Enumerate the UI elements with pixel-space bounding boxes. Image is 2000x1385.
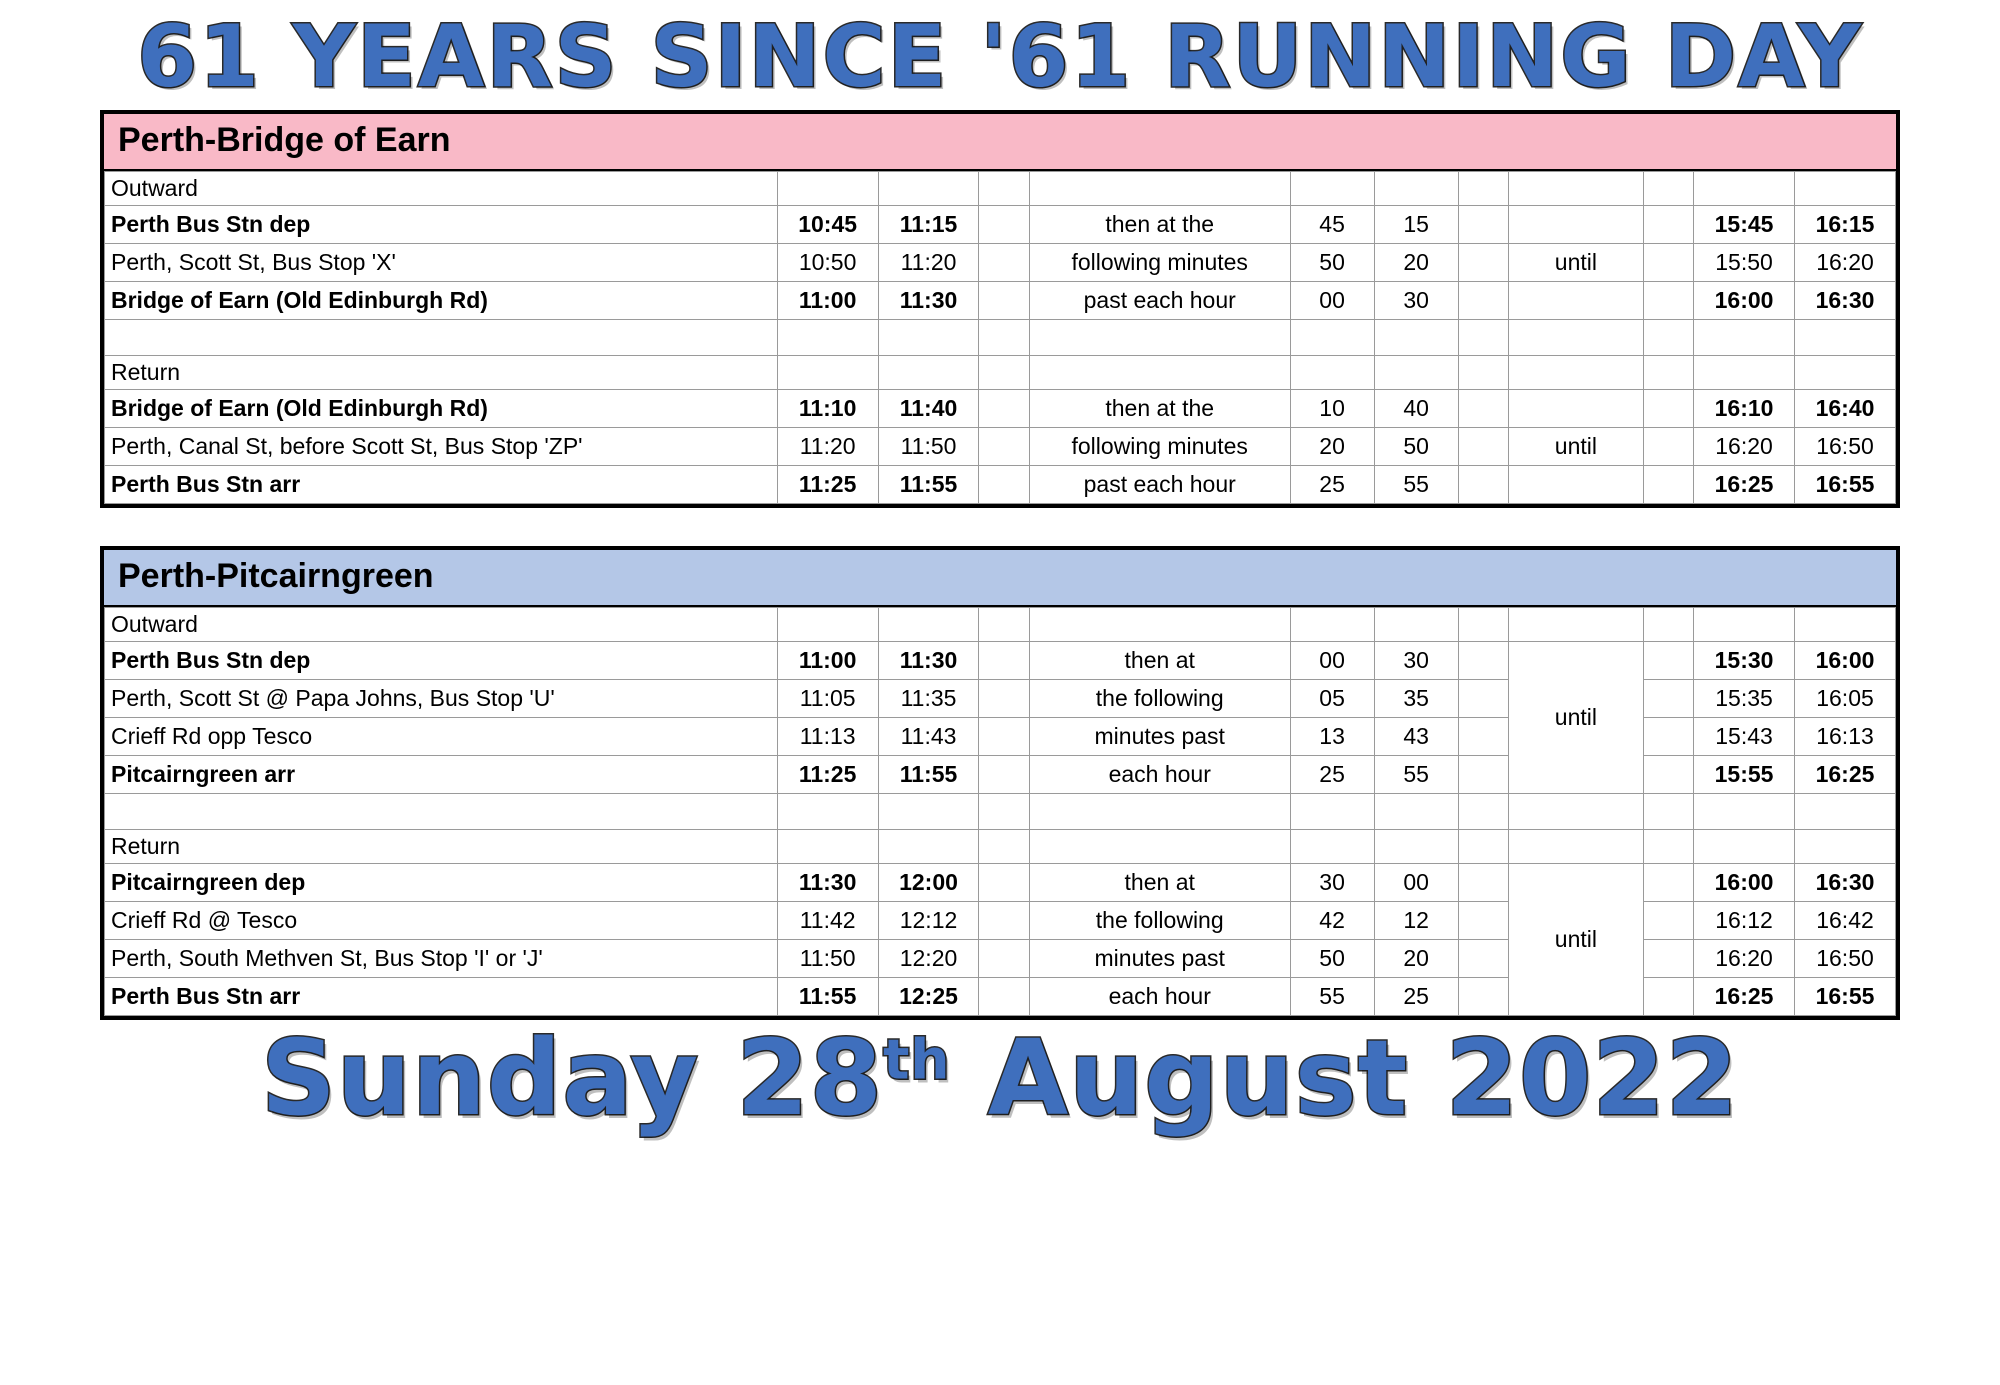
minutes-past: 10 <box>1290 390 1374 428</box>
until-label: until <box>1509 642 1644 794</box>
cell-blank <box>1643 680 1693 718</box>
cell-blank <box>1643 206 1693 244</box>
frequency-note: following minutes <box>1029 244 1290 282</box>
cell-blank <box>979 172 1029 206</box>
cell-blank <box>979 794 1029 830</box>
frequency-note: past each hour <box>1029 282 1290 320</box>
minutes-past: 00 <box>1290 642 1374 680</box>
cell-blank <box>1029 608 1290 642</box>
departure-time: 16:15 <box>1795 206 1896 244</box>
departure-time: 16:25 <box>1694 466 1795 504</box>
direction-label: Outward <box>105 608 778 642</box>
frequency-note: then at <box>1029 642 1290 680</box>
cell-blank <box>1374 830 1458 864</box>
departure-time: 12:25 <box>878 978 979 1016</box>
cell-blank <box>1795 320 1896 356</box>
departure-time: 11:30 <box>878 642 979 680</box>
cell-blank <box>1029 830 1290 864</box>
departure-time: 16:05 <box>1795 680 1896 718</box>
cell-blank <box>1458 830 1508 864</box>
cell-blank <box>1694 356 1795 390</box>
cell-blank <box>878 172 979 206</box>
departure-time: 10:50 <box>777 244 878 282</box>
frequency-note: past each hour <box>1029 466 1290 504</box>
cell-blank <box>1509 794 1644 830</box>
departure-time: 16:55 <box>1795 978 1896 1016</box>
table-row <box>105 428 1896 466</box>
minutes-past: 50 <box>1290 244 1374 282</box>
cell-blank <box>979 428 1029 466</box>
cell-blank <box>878 608 979 642</box>
minutes-past: 12 <box>1374 902 1458 940</box>
direction-row <box>105 830 1896 864</box>
cell-blank <box>1458 172 1508 206</box>
cell-blank <box>1795 608 1896 642</box>
frequency-note: minutes past <box>1029 718 1290 756</box>
cell-blank <box>1290 356 1374 390</box>
departure-time: 15:50 <box>1694 244 1795 282</box>
frequency-note: minutes past <box>1029 940 1290 978</box>
until-label: until <box>1509 244 1644 282</box>
cell-blank <box>1374 172 1458 206</box>
departure-time: 16:13 <box>1795 718 1896 756</box>
stop-name: Crieff Rd opp Tesco <box>105 718 778 756</box>
block-title: Perth-Pitcairngreen <box>104 550 1896 607</box>
minutes-past: 55 <box>1374 756 1458 794</box>
cell-blank <box>979 756 1029 794</box>
departure-time: 16:00 <box>1694 864 1795 902</box>
cell-blank <box>1458 206 1508 244</box>
cell-blank <box>1509 172 1644 206</box>
cell-blank <box>979 282 1029 320</box>
event-date-pre: Sunday 28 <box>260 1017 884 1139</box>
cell-blank <box>1374 608 1458 642</box>
cell-blank <box>1795 830 1896 864</box>
departure-time: 16:00 <box>1795 642 1896 680</box>
cell-blank <box>979 390 1029 428</box>
cell-blank <box>777 356 878 390</box>
departure-time: 11:25 <box>777 466 878 504</box>
departure-time: 16:40 <box>1795 390 1896 428</box>
cell-blank <box>979 642 1029 680</box>
table-row <box>105 244 1896 282</box>
minutes-past: 25 <box>1374 978 1458 1016</box>
event-date-ordinal: th <box>883 1027 951 1092</box>
cell-blank <box>1643 940 1693 978</box>
minutes-past: 25 <box>1290 756 1374 794</box>
cell-blank <box>1458 940 1508 978</box>
direction-row <box>105 356 1896 390</box>
direction-label: Return <box>105 356 778 390</box>
table-row <box>105 864 1896 902</box>
cell-blank <box>979 940 1029 978</box>
departure-time: 11:40 <box>878 390 979 428</box>
minutes-past: 25 <box>1290 466 1374 504</box>
minutes-past: 13 <box>1290 718 1374 756</box>
stop-name: Perth, Canal St, before Scott St, Bus Stop 'ZP' <box>105 428 778 466</box>
departure-time: 16:20 <box>1694 940 1795 978</box>
departure-time: 11:30 <box>878 282 979 320</box>
minutes-past: 55 <box>1374 466 1458 504</box>
cell-blank <box>1643 864 1693 902</box>
cell-blank <box>1290 794 1374 830</box>
frequency-note: then at the <box>1029 390 1290 428</box>
cell-blank <box>1643 794 1693 830</box>
cell-blank <box>979 608 1029 642</box>
cell-blank <box>979 356 1029 390</box>
departure-time: 11:05 <box>777 680 878 718</box>
cell-blank <box>1290 320 1374 356</box>
until-label <box>1509 466 1644 504</box>
cell-blank <box>979 864 1029 902</box>
minutes-past: 20 <box>1374 244 1458 282</box>
stop-name: Perth Bus Stn arr <box>105 978 778 1016</box>
departure-time: 11:42 <box>777 902 878 940</box>
departure-time: 16:42 <box>1795 902 1896 940</box>
cell-blank <box>1509 830 1644 864</box>
direction-row <box>105 608 1896 642</box>
minutes-past: 20 <box>1374 940 1458 978</box>
departure-time: 12:12 <box>878 902 979 940</box>
until-label: until <box>1509 428 1644 466</box>
departure-time: 16:25 <box>1795 756 1896 794</box>
minutes-past: 30 <box>1290 864 1374 902</box>
cell-blank <box>1290 172 1374 206</box>
frequency-note: following minutes <box>1029 428 1290 466</box>
cell-blank <box>105 320 778 356</box>
event-date <box>28 1017 1972 1139</box>
cell-blank <box>979 680 1029 718</box>
stop-name: Perth Bus Stn dep <box>105 206 778 244</box>
stop-name: Pitcairngreen arr <box>105 756 778 794</box>
cell-blank <box>1643 428 1693 466</box>
cell-blank <box>1029 172 1290 206</box>
departure-time: 11:13 <box>777 718 878 756</box>
table-row <box>105 282 1896 320</box>
cell-blank <box>1509 356 1644 390</box>
cell-blank <box>979 902 1029 940</box>
minutes-past: 00 <box>1290 282 1374 320</box>
stop-name: Perth, Scott St @ Papa Johns, Bus Stop 'U' <box>105 680 778 718</box>
block-title: Perth-Bridge of Earn <box>104 114 1896 171</box>
cell-blank <box>1509 320 1644 356</box>
spacer-row <box>105 320 1896 356</box>
stop-name: Perth Bus Stn arr <box>105 466 778 504</box>
stop-name: Pitcairngreen dep <box>105 864 778 902</box>
minutes-past: 30 <box>1374 642 1458 680</box>
cell-blank <box>1795 794 1896 830</box>
departure-time: 11:50 <box>777 940 878 978</box>
departure-time: 16:20 <box>1795 244 1896 282</box>
cell-blank <box>1029 356 1290 390</box>
departure-time: 15:55 <box>1694 756 1795 794</box>
cell-blank <box>1458 902 1508 940</box>
direction-label: Return <box>105 830 778 864</box>
cell-blank <box>1643 756 1693 794</box>
table-row <box>105 642 1896 680</box>
cell-blank <box>1795 172 1896 206</box>
cell-blank <box>1458 356 1508 390</box>
departure-time: 15:30 <box>1694 642 1795 680</box>
cell-blank <box>1290 608 1374 642</box>
cell-blank <box>979 206 1029 244</box>
cell-blank <box>1694 320 1795 356</box>
cell-blank <box>1643 390 1693 428</box>
table-row <box>105 466 1896 504</box>
minutes-past: 05 <box>1290 680 1374 718</box>
minutes-past: 40 <box>1374 390 1458 428</box>
stop-name: Crieff Rd @ Tesco <box>105 902 778 940</box>
cell-blank <box>979 978 1029 1016</box>
cell-blank <box>1458 794 1508 830</box>
cell-blank <box>979 718 1029 756</box>
cell-blank <box>1458 642 1508 680</box>
cell-blank <box>1458 680 1508 718</box>
cell-blank <box>878 794 979 830</box>
cell-blank <box>1643 320 1693 356</box>
cell-blank <box>777 172 878 206</box>
cell-blank <box>979 466 1029 504</box>
departure-time: 11:30 <box>777 864 878 902</box>
departure-time: 11:50 <box>878 428 979 466</box>
until-label <box>1509 282 1644 320</box>
stop-name: Bridge of Earn (Old Edinburgh Rd) <box>105 390 778 428</box>
departure-time: 10:45 <box>777 206 878 244</box>
direction-row <box>105 172 1896 206</box>
departure-time: 11:10 <box>777 390 878 428</box>
cell-blank <box>1374 794 1458 830</box>
minutes-past: 43 <box>1374 718 1458 756</box>
departure-time: 16:10 <box>1694 390 1795 428</box>
cell-blank <box>1458 282 1508 320</box>
table-row <box>105 390 1896 428</box>
minutes-past: 45 <box>1290 206 1374 244</box>
cell-blank <box>1374 356 1458 390</box>
table-row <box>105 206 1896 244</box>
page-title: 61 YEARS SINCE '61 RUNNING DAY <box>137 7 1863 107</box>
cell-blank <box>1694 830 1795 864</box>
departure-time: 11:15 <box>878 206 979 244</box>
departure-time: 11:20 <box>878 244 979 282</box>
event-date-post: August 2022 <box>950 1017 1740 1139</box>
cell-blank <box>777 830 878 864</box>
cell-blank <box>105 794 778 830</box>
cell-blank <box>1458 756 1508 794</box>
departure-time: 15:45 <box>1694 206 1795 244</box>
until-label: until <box>1509 864 1644 1016</box>
stop-name: Perth Bus Stn dep <box>105 642 778 680</box>
timetable <box>104 171 1896 504</box>
cell-blank <box>1458 718 1508 756</box>
cell-blank <box>1795 356 1896 390</box>
departure-time: 11:25 <box>777 756 878 794</box>
cell-blank <box>1643 466 1693 504</box>
cell-blank <box>1029 794 1290 830</box>
cell-blank <box>777 320 878 356</box>
departure-time: 11:43 <box>878 718 979 756</box>
timetable <box>104 607 1896 1016</box>
stop-name: Perth, South Methven St, Bus Stop 'I' or 'J' <box>105 940 778 978</box>
minutes-past: 30 <box>1374 282 1458 320</box>
minutes-past: 50 <box>1290 940 1374 978</box>
departure-time: 16:55 <box>1795 466 1896 504</box>
departure-time: 16:00 <box>1694 282 1795 320</box>
frequency-note: then at <box>1029 864 1290 902</box>
departure-time: 11:20 <box>777 428 878 466</box>
cell-blank <box>1458 390 1508 428</box>
timetable-block-perth-pitcairngreen <box>100 546 1900 1020</box>
cell-blank <box>1374 320 1458 356</box>
minutes-past: 35 <box>1374 680 1458 718</box>
stop-name: Perth, Scott St, Bus Stop 'X' <box>105 244 778 282</box>
frequency-note: the following <box>1029 680 1290 718</box>
minutes-past: 55 <box>1290 978 1374 1016</box>
cell-blank <box>1458 320 1508 356</box>
cell-blank <box>1458 466 1508 504</box>
cell-blank <box>1458 864 1508 902</box>
cell-blank <box>979 320 1029 356</box>
minutes-past: 42 <box>1290 902 1374 940</box>
departure-time: 11:55 <box>878 756 979 794</box>
cell-blank <box>1643 978 1693 1016</box>
cell-blank <box>1643 830 1693 864</box>
cell-blank <box>1694 794 1795 830</box>
cell-blank <box>1643 356 1693 390</box>
departure-time: 11:35 <box>878 680 979 718</box>
departure-time: 11:00 <box>777 282 878 320</box>
cell-blank <box>1643 608 1693 642</box>
cell-blank <box>1643 642 1693 680</box>
cell-blank <box>979 830 1029 864</box>
departure-time: 16:25 <box>1694 978 1795 1016</box>
cell-blank <box>1509 608 1644 642</box>
departure-time: 11:55 <box>878 466 979 504</box>
minutes-past: 50 <box>1374 428 1458 466</box>
frequency-note: each hour <box>1029 978 1290 1016</box>
cell-blank <box>1643 244 1693 282</box>
until-label <box>1509 206 1644 244</box>
cell-blank <box>1458 428 1508 466</box>
frequency-note: then at the <box>1029 206 1290 244</box>
cell-blank <box>1643 902 1693 940</box>
departure-time: 16:20 <box>1694 428 1795 466</box>
departure-time: 16:12 <box>1694 902 1795 940</box>
departure-time: 15:43 <box>1694 718 1795 756</box>
cell-blank <box>979 244 1029 282</box>
departure-time: 16:50 <box>1795 940 1896 978</box>
cell-blank <box>1643 282 1693 320</box>
cell-blank <box>878 320 979 356</box>
frequency-note: each hour <box>1029 756 1290 794</box>
departure-time: 16:30 <box>1795 864 1896 902</box>
departure-time: 11:55 <box>777 978 878 1016</box>
departure-time: 16:30 <box>1795 282 1896 320</box>
spacer-row <box>105 794 1896 830</box>
stop-name: Bridge of Earn (Old Edinburgh Rd) <box>105 282 778 320</box>
cell-blank <box>878 356 979 390</box>
cell-blank <box>1458 244 1508 282</box>
cell-blank <box>1694 608 1795 642</box>
cell-blank <box>1694 172 1795 206</box>
cell-blank <box>1643 718 1693 756</box>
cell-blank <box>1458 978 1508 1016</box>
frequency-note: the following <box>1029 902 1290 940</box>
departure-time: 16:50 <box>1795 428 1896 466</box>
cell-blank <box>878 830 979 864</box>
direction-label: Outward <box>105 172 778 206</box>
departure-time: 12:00 <box>878 864 979 902</box>
departure-time: 15:35 <box>1694 680 1795 718</box>
cell-blank <box>1290 830 1374 864</box>
minutes-past: 15 <box>1374 206 1458 244</box>
departure-time: 11:00 <box>777 642 878 680</box>
minutes-past: 20 <box>1290 428 1374 466</box>
cell-blank <box>777 608 878 642</box>
departure-time: 12:20 <box>878 940 979 978</box>
minutes-past: 00 <box>1374 864 1458 902</box>
cell-blank <box>1458 608 1508 642</box>
cell-blank <box>777 794 878 830</box>
until-label <box>1509 390 1644 428</box>
timetable-block-perth-bridge-of-earn <box>100 110 1900 508</box>
cell-blank <box>1029 320 1290 356</box>
cell-blank <box>1643 172 1693 206</box>
